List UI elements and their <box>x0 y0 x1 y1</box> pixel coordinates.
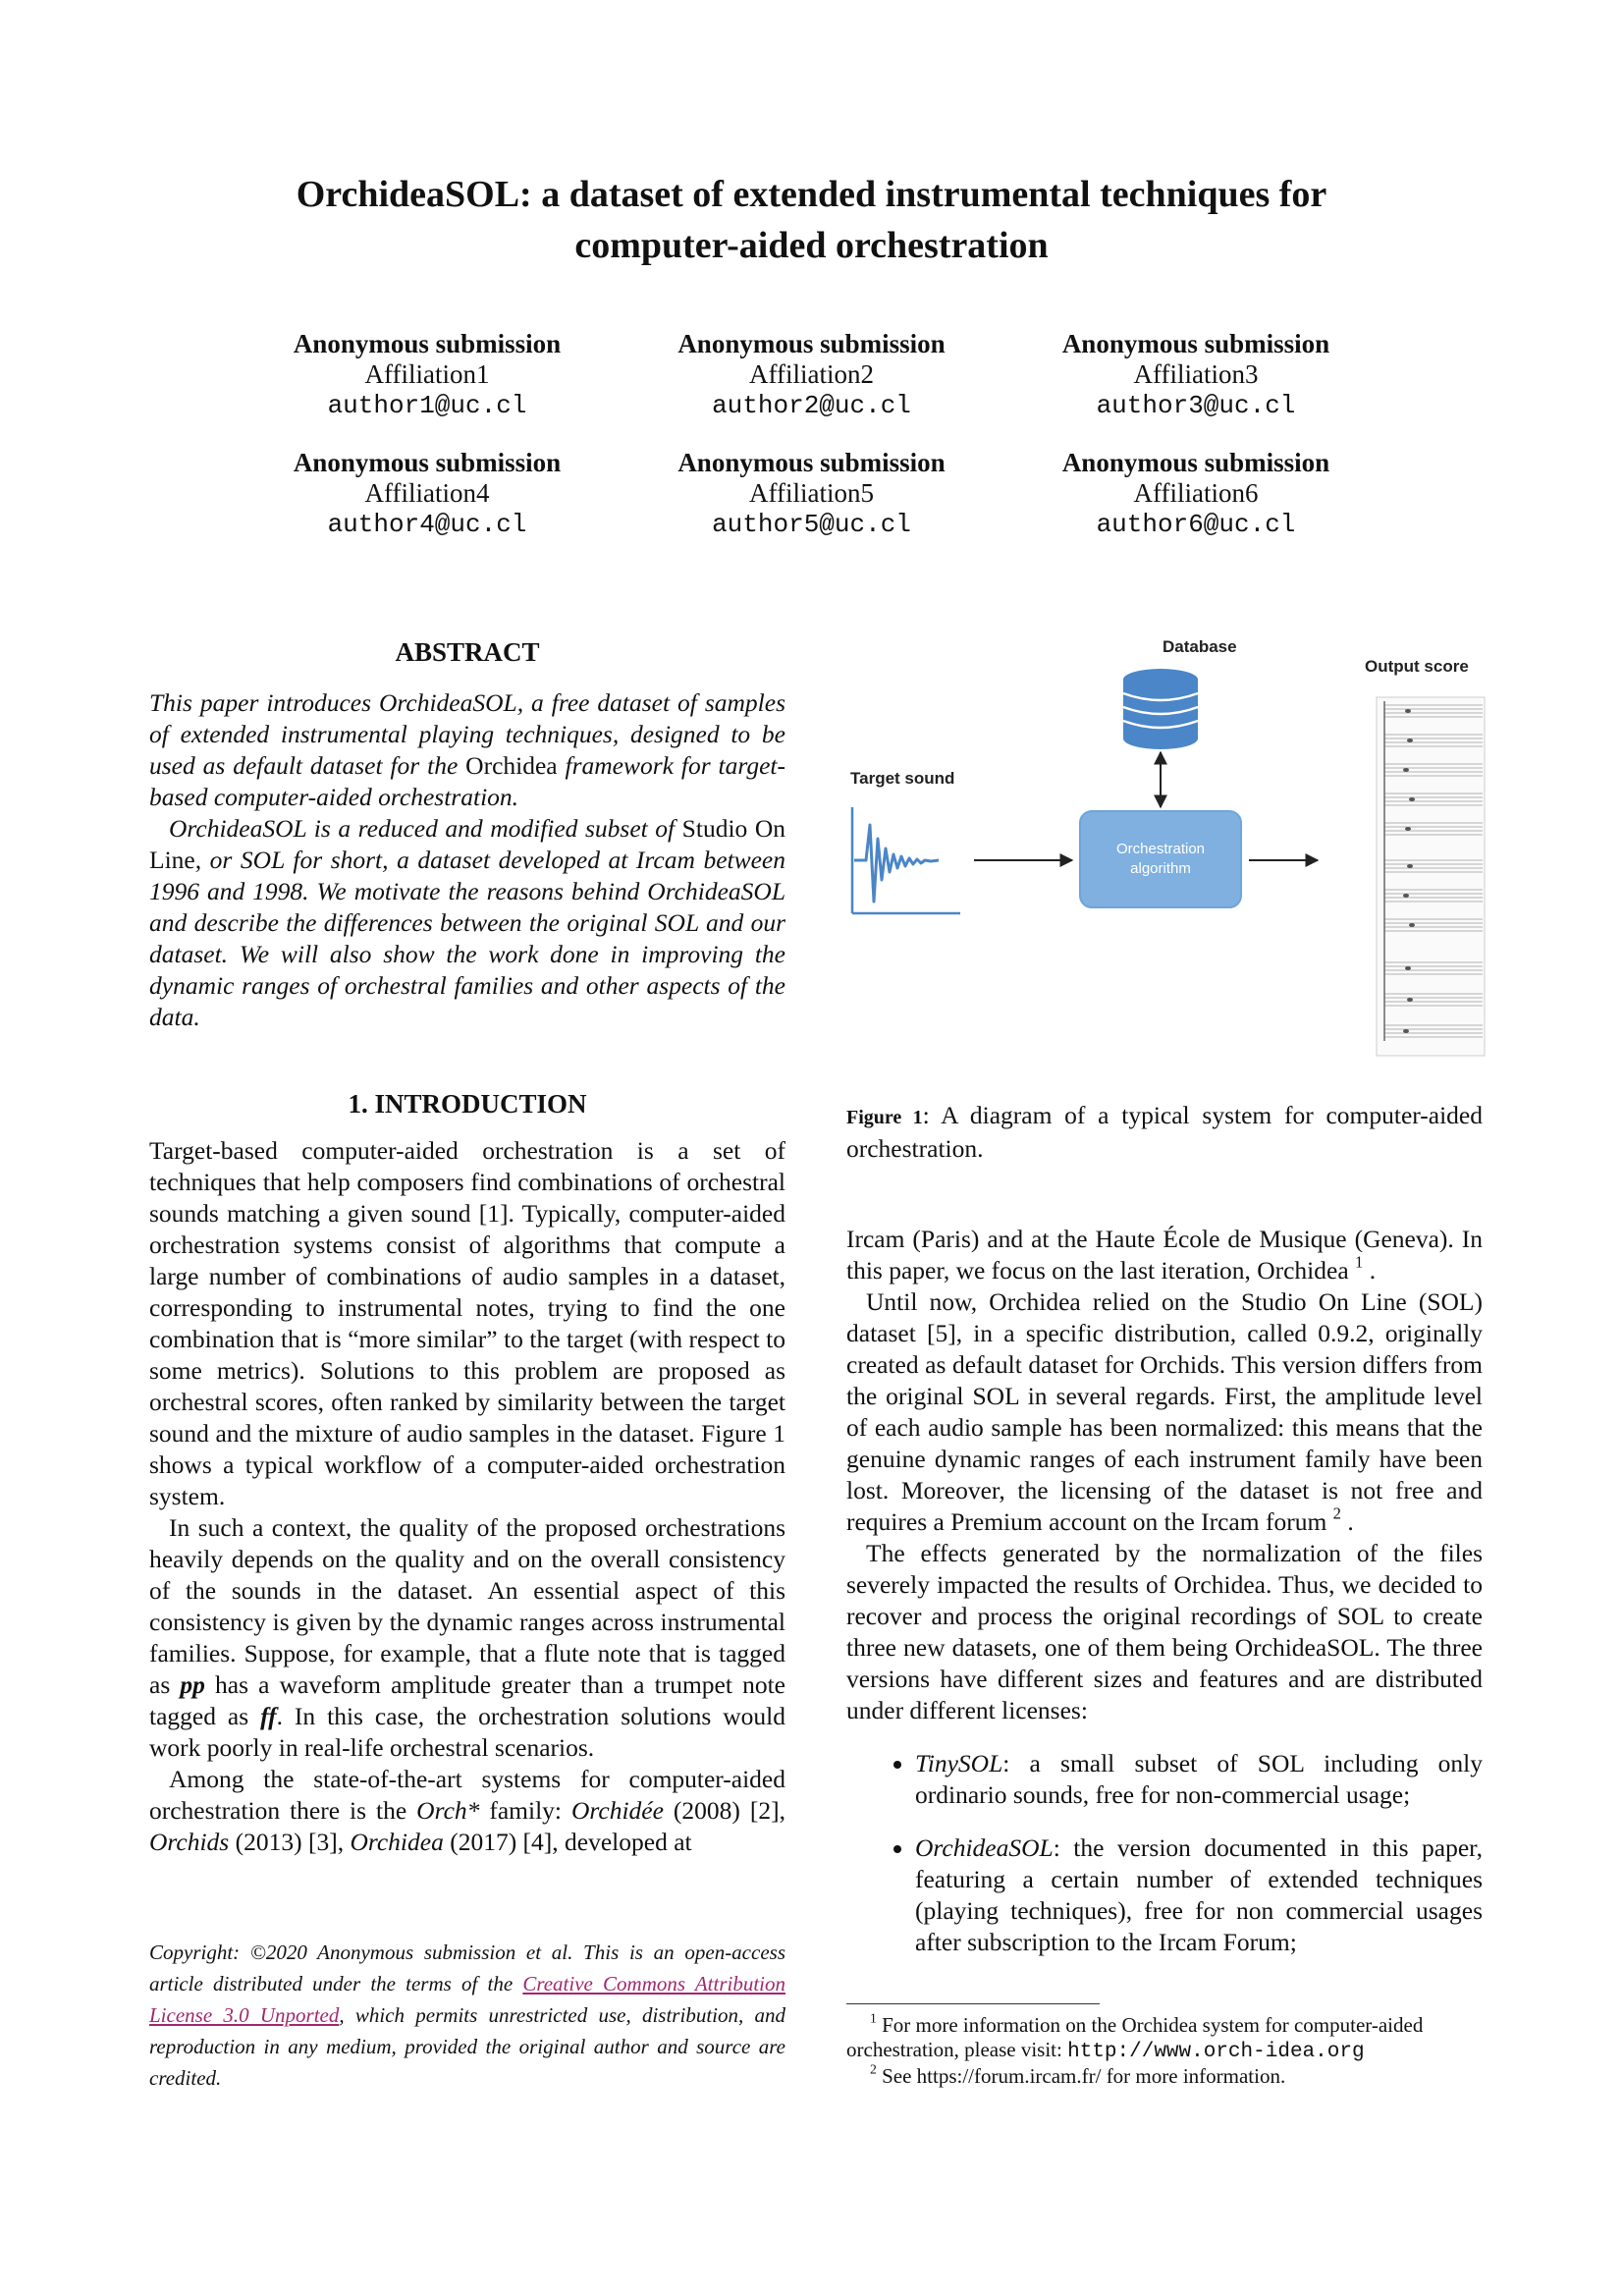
intro-text: (2013) [3], <box>229 1828 351 1856</box>
dynamic-marking: ff <box>260 1702 277 1730</box>
dataset-list <box>846 1748 1483 1958</box>
copyright-text: , which permits unrestricted use, distribution, and reproduction in any medium, provided the original author and source are credited. <box>149 2003 785 2090</box>
copyright-notice <box>149 1937 785 2094</box>
author-email: author3@uc.cl <box>1096 391 1296 420</box>
abstract-text-roman: Orchidea <box>465 751 558 780</box>
footnote-number: 2 <box>870 2061 877 2077</box>
license-link[interactable]: Creative Commons Attribution License 3.0 Unported <box>149 1972 786 2027</box>
abstract-text-roman: Studio On Line <box>149 814 785 874</box>
algorithm-label-1: Orchestration <box>1115 841 1206 857</box>
footnote-text: See https://forum.ircam.fr/ for more information. <box>876 2064 1286 2088</box>
title-line-1: OrchideaSOL: a dataset of extended instrumental techniques for <box>296 174 1327 215</box>
dataset-name: OrchideaSOL <box>915 1833 1054 1862</box>
author <box>630 448 994 541</box>
author <box>1014 448 1378 541</box>
body-paragraph: The effects generated by the normalization of the files severely impacted the results of Orchidea. Thus, we decided to recover and process the original recordings of SOL to create three new datasets, one of them being OrchideaSOL. The three versions have different sizes and features and are distributed under different licenses: <box>846 1539 1483 1724</box>
footnote-ref[interactable]: 1 <box>1355 1252 1364 1272</box>
author-email: author5@uc.cl <box>712 510 911 539</box>
author-name: Anonymous submission <box>293 329 562 358</box>
footnote-1 <box>846 2010 1483 2064</box>
abstract-paragraph <box>149 813 785 1033</box>
intro-text: family: <box>479 1796 572 1825</box>
author <box>245 329 609 422</box>
target-sound-label: Target sound <box>850 769 955 788</box>
introduction-section <box>149 1088 785 1858</box>
author-affiliation: Affiliation2 <box>749 359 874 389</box>
author-name: Anonymous submission <box>677 329 946 358</box>
algorithm-box <box>1080 811 1241 907</box>
system-name: Orchids <box>149 1828 230 1856</box>
abstract-body <box>149 687 785 1033</box>
diagram-svg <box>846 629 1494 1061</box>
algorithm-label-2: algorithm <box>1130 860 1191 877</box>
database-icon <box>1123 669 1198 749</box>
intro-text: (2008) [2], <box>663 1796 786 1825</box>
author-email: author1@uc.cl <box>327 391 527 420</box>
body-text: . <box>1363 1256 1377 1285</box>
author-affiliation: Affiliation3 <box>1133 359 1259 389</box>
body-text: . <box>1340 1507 1354 1536</box>
intro-text: (2017) [4], developed at <box>443 1828 692 1856</box>
author <box>245 448 609 541</box>
abstract-text: framework for target-based computer-aided orchestration. <box>149 751 785 811</box>
system-name: Orch* <box>416 1796 480 1825</box>
author-name: Anonymous submission <box>293 448 562 477</box>
author-email: author4@uc.cl <box>327 510 527 539</box>
abstract-text: This paper introduces OrchideaSOL, a free dataset of samples of extended instrumental playing techniques, designed to be used as default dataset for the <box>149 688 785 780</box>
intro-paragraph: Target-based computer-aided orchestration is a set of techniques that help composers find combinations of orchestral sounds matching a given sound [1]. Typically, computer-aided orchestration systems consist of algorithms that compute a large number of combinations of audio samples in a dataset, corresponding to instrumental notes, trying to find the one combination that is “more similar” to the target (with respect to some metrics). Solutions to this problem are proposed as orchestral scores, often ranked by similarity between the target sound and the mixture of audio samples in the dataset. Figure 1 shows a typical workflow of a computer-aided orchestration system. <box>149 1136 785 1510</box>
figure-caption <box>846 1100 1483 1165</box>
copyright-text: Copyright: ©2020 Anonymous submission et al. This is an open-access article distributed under the terms of the <box>149 1941 785 1995</box>
author-row <box>245 448 1378 541</box>
figure-1-diagram <box>846 629 1494 1061</box>
author-affiliation: Affiliation1 <box>364 359 490 389</box>
body-text: Ircam (Paris) and at the Haute École de Musique (Geneva). In this paper, we focus on the last iteration, Orchidea <box>846 1225 1483 1285</box>
author-row <box>245 329 1378 422</box>
intro-text: Among the state-of-the-art systems for computer-aided orchestration there is the <box>149 1765 785 1825</box>
right-column-body <box>846 1224 1483 1980</box>
footnote-text: For more information on the Orchidea system for computer-aided orchestration, please visit: <box>846 2013 1424 2061</box>
dataset-name: TinySOL <box>915 1749 1003 1777</box>
list-item <box>915 1832 1483 1958</box>
footnote-ref[interactable]: 2 <box>1332 1503 1341 1523</box>
author-name: Anonymous submission <box>1061 329 1330 358</box>
body-paragraph <box>846 1286 1483 1538</box>
system-name: Orchidea <box>350 1828 444 1856</box>
author-affiliation: Affiliation4 <box>364 478 490 508</box>
list-item <box>915 1748 1483 1811</box>
footnote-2 <box>846 2061 1483 2089</box>
author-name: Anonymous submission <box>677 448 946 477</box>
system-name: Orchidée <box>571 1796 664 1825</box>
title-line-2: computer-aided orchestration <box>574 225 1049 266</box>
footnote-number: 1 <box>870 2010 877 2026</box>
author-email: author2@uc.cl <box>712 391 911 420</box>
author-block <box>245 329 1378 567</box>
author-email: author6@uc.cl <box>1096 510 1296 539</box>
database-label: Database <box>1163 637 1237 656</box>
body-text: Until now, Orchidea relied on the Studio On Line (SOL) dataset [5], in a specific distribution, called 0.9.2, originally created as default dataset for Orchids. This version differs from the original SOL in several regards. First, the amplitude level of each audio sample has been normalized: this means that the genuine dynamic ranges of each instrument family have been lost. Moreover, the licensing of the dataset is not free and requires a Premium account on the Ircam forum <box>846 1287 1483 1536</box>
abstract-heading: ABSTRACT <box>395 637 540 667</box>
paper-title <box>177 169 1446 271</box>
intro-paragraph <box>149 1764 785 1858</box>
intro-paragraph <box>149 1512 785 1764</box>
author-affiliation: Affiliation6 <box>1133 478 1259 508</box>
dynamic-marking: pp <box>180 1670 205 1699</box>
intro-text: . In this case, the orchestration solutions would work poorly in real-life orchestral scenarios. <box>149 1702 785 1762</box>
author <box>1014 329 1378 422</box>
footnote-divider <box>846 2003 1100 2004</box>
intro-text: In such a context, the quality of the proposed orchestrations heavily depends on the quality and on the overall consistency of the sounds in the dataset. An essential aspect of this consistency is given by the dynamic ranges across instrumental families. Suppose, for example, that a flute note that is tagged as <box>149 1513 785 1699</box>
intro-text: has a waveform amplitude greater than a trumpet note tagged as <box>149 1670 785 1730</box>
author-name: Anonymous submission <box>1061 448 1330 477</box>
abstract-text: , or SOL for short, a dataset developed at Ircam between 1996 and 1998. We motivate the reasons behind OrchideaSOL and describe the differences between the original SOL and our dataset. We will also show the work done in improving the dynamic ranges of orchestral families and other aspects of the data. <box>149 846 785 1031</box>
dataset-description: : the version documented in this paper, featuring a certain number of extended techniques (playing techniques), free for non commercial usages after subscription to the Ircam Forum; <box>915 1833 1483 1956</box>
footnotes <box>846 2010 1483 2089</box>
body-paragraph <box>846 1224 1483 1286</box>
waveform-icon <box>852 807 960 913</box>
abstract-paragraph <box>149 687 785 813</box>
author-affiliation: Affiliation5 <box>749 478 874 508</box>
author <box>630 329 994 422</box>
abstract-text: OrchideaSOL is a reduced and modified subset of <box>169 814 682 843</box>
caption-text: : A diagram of a typical system for computer-aided orchestration. <box>846 1101 1483 1163</box>
introduction-heading: 1. INTRODUCTION <box>348 1089 587 1119</box>
dataset-description: : a small subset of SOL including only ordinario sounds, free for non-commercial usage; <box>915 1749 1483 1809</box>
output-score-label: Output score <box>1365 657 1469 676</box>
figure-label: Figure 1 <box>846 1107 923 1128</box>
abstract-section <box>149 636 785 1033</box>
output-score-icon <box>1377 697 1485 1056</box>
footnote-url[interactable]: http://www.orch-idea.org <box>1067 2041 1365 2063</box>
